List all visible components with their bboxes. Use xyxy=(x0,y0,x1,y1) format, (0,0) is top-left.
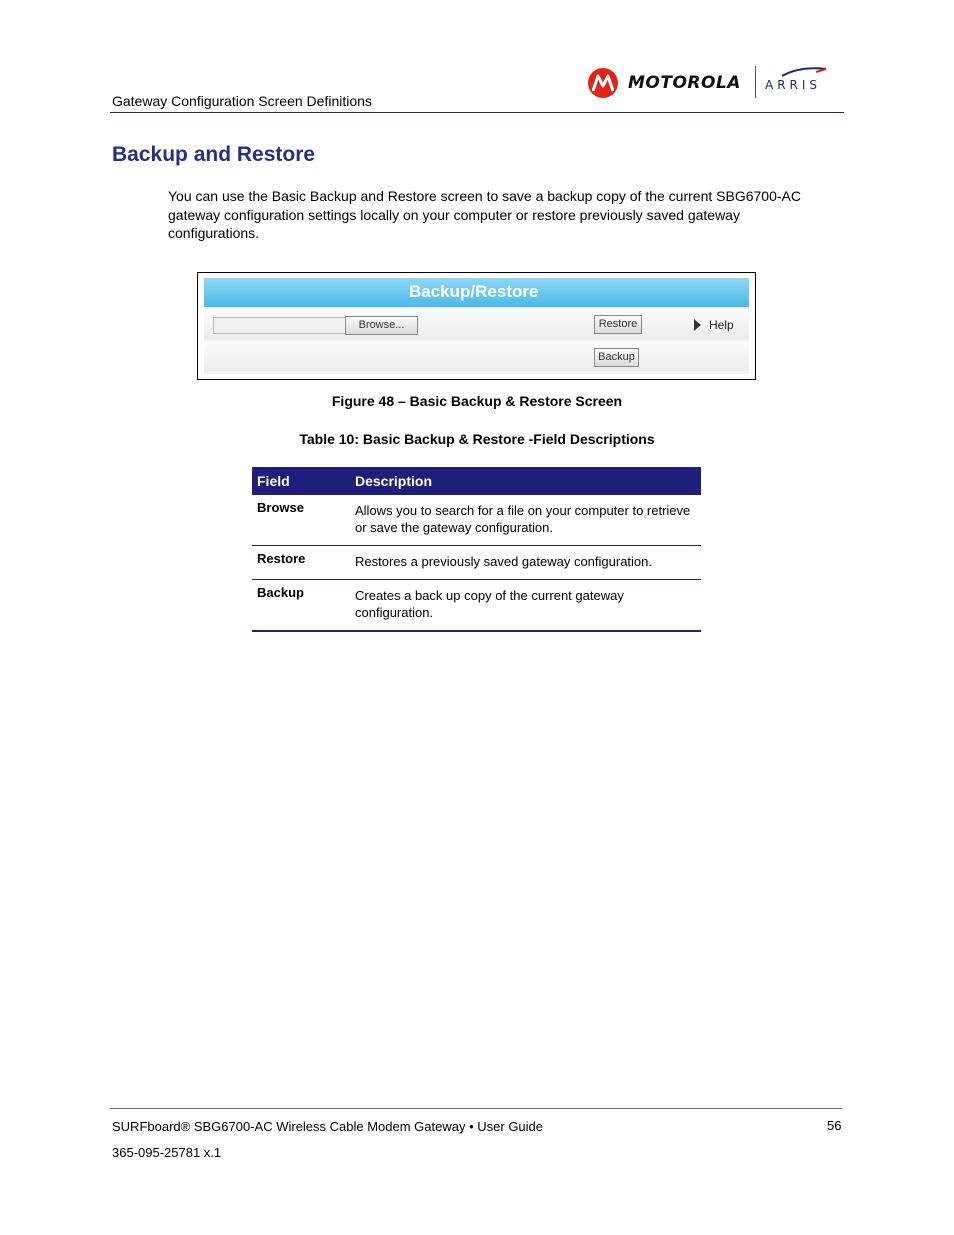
motorola-logo-icon xyxy=(588,68,618,98)
field-name: Restore xyxy=(252,546,350,580)
file-path-input[interactable] xyxy=(213,317,347,334)
arris-wordmark: ARRIS xyxy=(765,78,822,92)
restore-button[interactable]: Restore xyxy=(594,315,642,334)
figure-banner xyxy=(204,278,749,307)
running-header: Gateway Configuration Screen Definitions xyxy=(112,93,372,109)
backup-row xyxy=(204,341,749,371)
figure-banner-title: Backup/Restore xyxy=(409,282,539,301)
backup-restore-figure xyxy=(197,272,756,380)
backup-button[interactable]: Backup xyxy=(594,348,639,367)
table-row xyxy=(252,495,701,546)
browse-button[interactable]: Browse... xyxy=(345,316,418,335)
field-descriptions-table xyxy=(252,467,701,632)
arris-swoosh-icon xyxy=(780,66,828,78)
field-description: Allows you to search for a file on your computer to retrieve or save the gateway configuration. xyxy=(350,495,701,546)
logo-divider xyxy=(755,66,756,98)
motorola-wordmark: MOTOROLA xyxy=(628,73,741,93)
restore-row xyxy=(204,309,749,339)
page-number: 56 xyxy=(827,1118,842,1133)
brand-logos xyxy=(588,66,833,100)
figure-panel xyxy=(204,278,749,374)
header-rule xyxy=(110,112,844,113)
help-link[interactable]: Help xyxy=(709,318,734,332)
help-arrow-icon[interactable] xyxy=(694,319,701,331)
table-row xyxy=(252,546,701,580)
intro-paragraph: You can use the Basic Backup and Restore screen to save a backup copy of the current SBG6700-AC gateway configuration settings locally on your computer or restore previously saved gateway configurations. xyxy=(168,188,801,241)
footer-rule xyxy=(110,1108,842,1109)
field-description: Creates a back up copy of the current gateway configuration. xyxy=(350,580,701,632)
page-title: Backup and Restore xyxy=(112,143,316,166)
column-header-field: Field xyxy=(252,467,350,495)
table-header-row xyxy=(252,467,701,495)
figure-caption: Figure 48 – Basic Backup & Restore Screen xyxy=(331,393,623,409)
field-name: Backup xyxy=(252,580,350,632)
field-description: Restores a previously saved gateway configuration. xyxy=(350,546,701,580)
table-caption: Table 10: Basic Backup & Restore -Field Descriptions xyxy=(299,431,655,447)
field-name: Browse xyxy=(252,495,350,546)
column-header-description: Description xyxy=(350,467,701,495)
footer-product: SURFboard® SBG6700-AC Wireless Cable Modem Gateway • User Guide xyxy=(112,1119,544,1134)
document-number: 365-095-25781 x.1 xyxy=(112,1145,222,1160)
table-row xyxy=(252,580,701,632)
